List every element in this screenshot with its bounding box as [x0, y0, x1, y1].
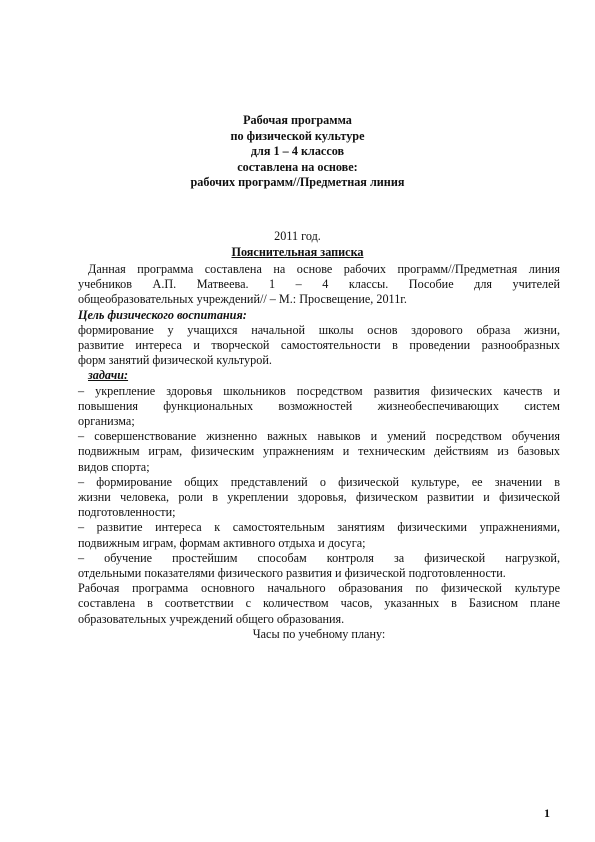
goal-paragraph: [78, 323, 560, 369]
closing-line-1: Рабочая программа основного начального образования по физической культуре: [78, 581, 560, 596]
task-5-line-1: – обучение простейшим способам контроля за физической нагрузкой,: [78, 550, 560, 565]
task-item: [78, 384, 560, 430]
tasks-label: [88, 368, 560, 383]
task-5-line-2: отдельными показателями физического развития и физической подготовленности.: [78, 566, 506, 581]
title-line-3: для 1 – 4 классов: [250, 144, 345, 159]
task-1-line-2: повышения функциональных возможностей жизнеобеспечивающих систем: [78, 398, 560, 413]
task-1-line-3: организма;: [78, 414, 135, 429]
document-body: [78, 262, 560, 642]
year-heading-block: [0, 229, 595, 260]
goal-line-1: формирование у учащихся начальной школы основ здорового образа жизни,: [78, 322, 560, 337]
intro-line-1: Данная программа составлена на основе рабочих программ//Предметная линия: [88, 262, 560, 276]
intro-line-2: учебников А.П. Матвеева. 1 – 4 классы. Пособие для учителей: [78, 277, 560, 292]
goal-label-text: Цель физического воспитания:: [78, 307, 247, 322]
task-3-line-3: подготовленности;: [78, 505, 176, 520]
task-3-line-2: жизни человека, роли в укреплении здоровья, физическом развитии и физической: [78, 490, 560, 505]
goal-line-3: форм занятий физической культурой.: [78, 353, 272, 368]
note-heading: Пояснительная записка: [231, 244, 364, 259]
goal-label: [78, 308, 560, 323]
task-item: [78, 520, 560, 550]
intro-line-3: общеобразовательных учреждений// – М.: Просвещение, 2011г.: [78, 292, 407, 307]
task-4-line-2: подвижным играм, формам активного отдыха и досуга;: [78, 535, 366, 550]
task-1-line-1: – укрепление здоровья школьников посредством развития физических качеств и: [78, 383, 560, 398]
closing-paragraph: [78, 581, 560, 627]
title-line-5: рабочих программ//Предметная линия: [190, 175, 405, 190]
hours-line: Часы по учебному плану:: [252, 626, 386, 641]
year: 2011 год.: [274, 229, 321, 243]
task-2-line-3: видов спорта;: [78, 459, 150, 474]
task-4-line-1: – развитие интереса к самостоятельным занятиям физическими упражнениями,: [78, 520, 560, 535]
closing-line-2: составлена в соответствии с количеством часов, указанных в Базисном плане: [78, 596, 560, 611]
title-line-1: Рабочая программа: [243, 113, 352, 127]
title-line-4: составлена на основе:: [237, 159, 358, 174]
closing-line-3: образовательных учреждений общего образования.: [78, 611, 345, 626]
task-item: [78, 429, 560, 475]
intro-paragraph: [78, 262, 560, 308]
document-title: [0, 113, 595, 191]
tasks-label-text: задачи:: [88, 368, 129, 383]
task-2-line-1: – совершенствование жизненно важных навыков и умений посредством обучения: [78, 429, 560, 444]
task-3-line-1: – формирование общих представлений о физической культуре, ее значении в: [78, 474, 560, 489]
task-2-line-2: подвижным играм, физическим упражнениям и техническим действиям из базовых: [78, 444, 560, 459]
page-number: 1: [544, 806, 550, 820]
task-item: [78, 551, 560, 581]
goal-line-2: развитие интереса и творческой самостоятельности в проведении разнообразных: [78, 338, 560, 353]
title-line-2: по физической культуре: [230, 128, 365, 143]
task-item: [78, 475, 560, 521]
